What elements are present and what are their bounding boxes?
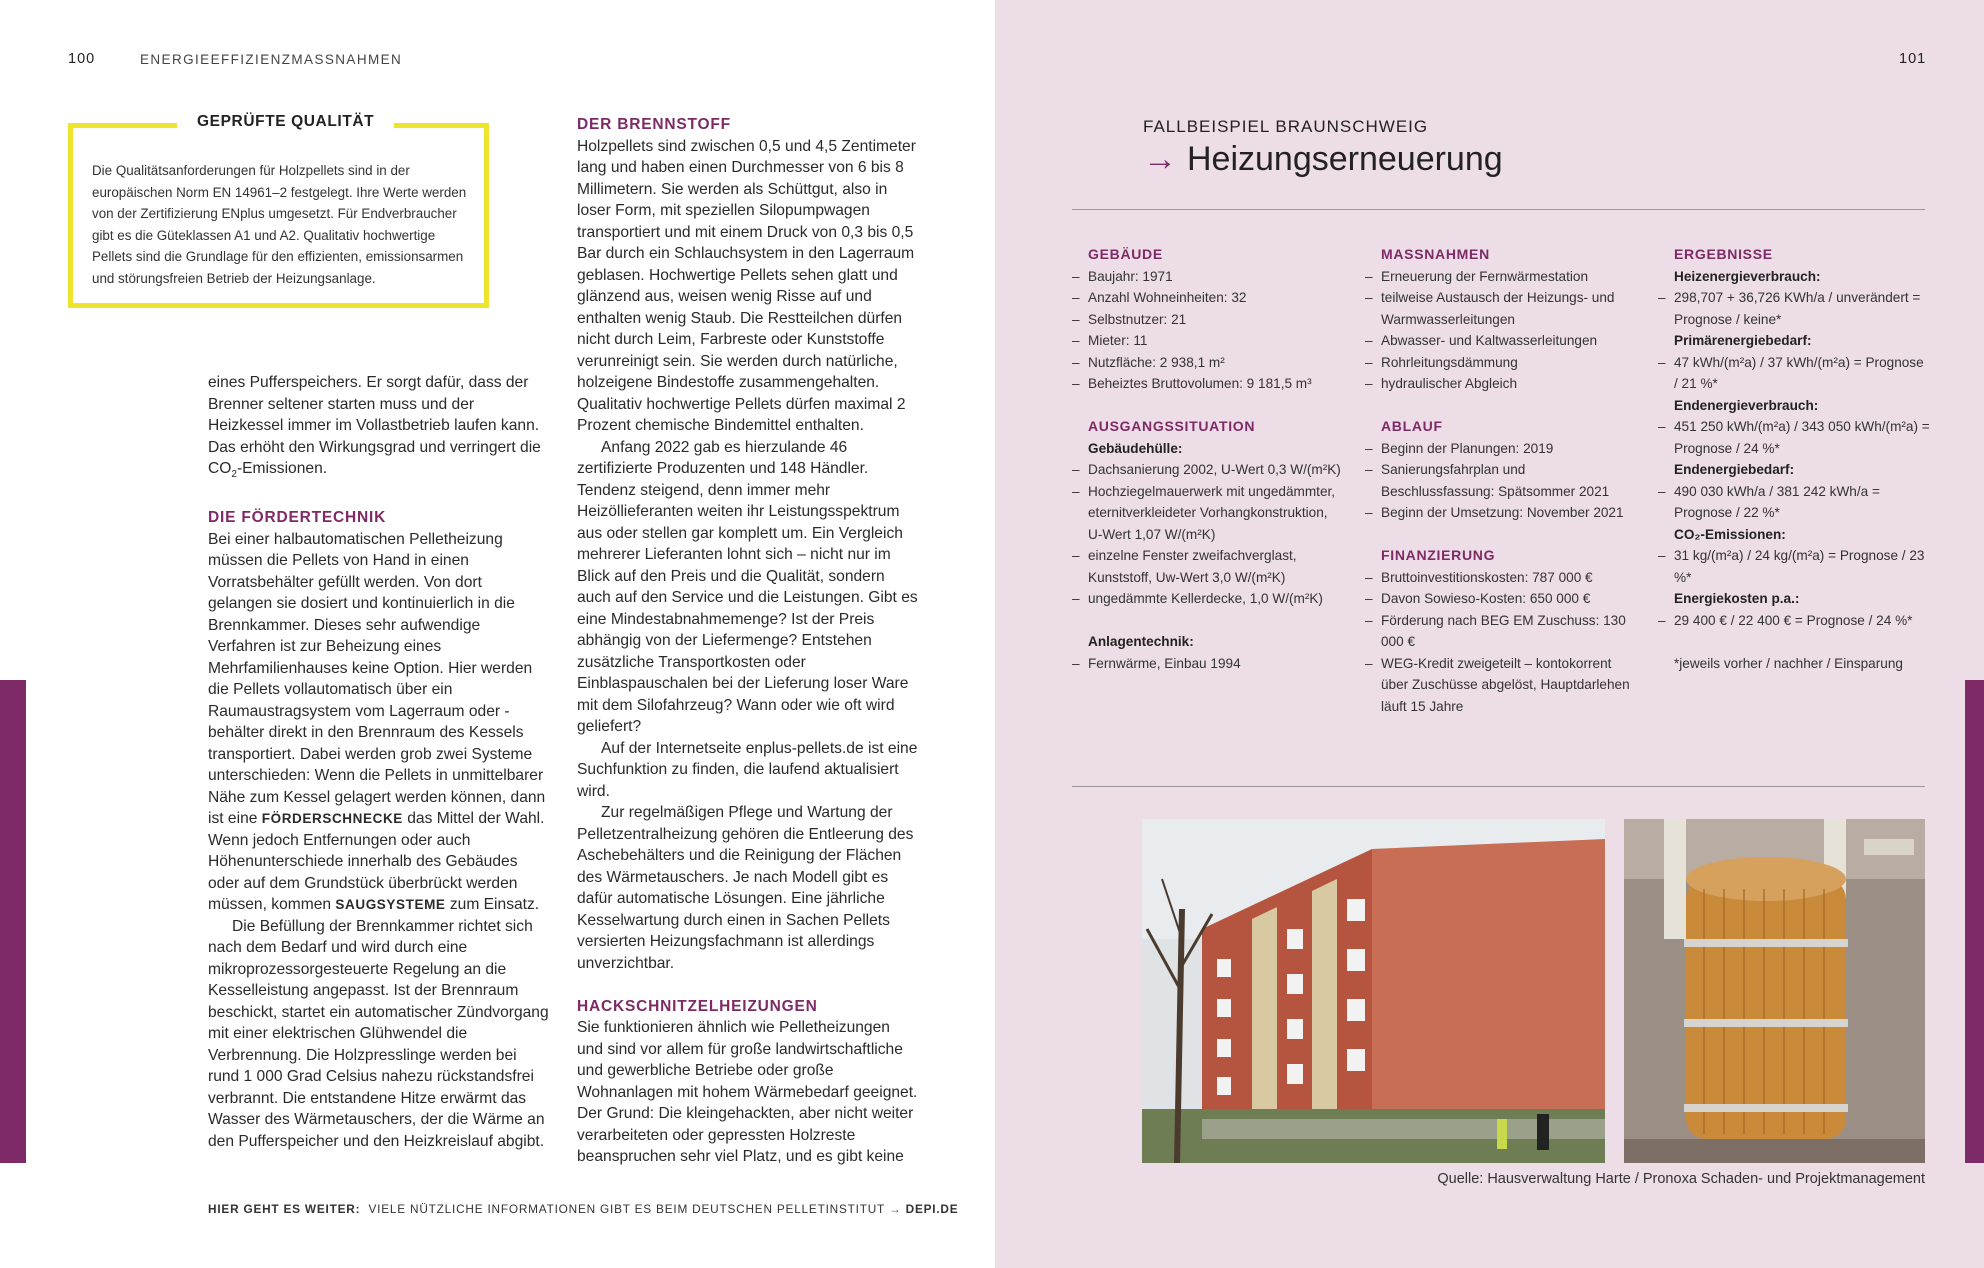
section-heading-brennstoff: DER BRENNSTOFF: [577, 116, 731, 133]
list-item: – Rohrleitungsdämmung: [1365, 352, 1637, 374]
result-value: – 29 400 € / 22 400 € = Prognose / 24 %*: [1658, 610, 1930, 632]
photo-caption: Quelle: Hausverwaltung Harte / Pronoxa Schaden- und Projektmanagement: [1437, 1171, 1925, 1187]
info-column-building: [1072, 244, 1344, 674]
list-anlagentechnik: [1072, 653, 1344, 675]
list-item: – Mieter: 11: [1072, 330, 1344, 352]
left-edge-bar: [0, 680, 26, 1163]
result-label: Primärenergiebedarf:: [1674, 333, 1812, 348]
heading-ausgangssituation: AUSGANGSSITUATION: [1088, 418, 1256, 434]
case-kicker: FALLBEISPIEL BRAUNSCHWEIG: [1143, 117, 1429, 136]
result-label: Energiekosten p.a.:: [1674, 591, 1800, 606]
list-gebaeudehuelle: [1072, 459, 1344, 610]
list-item: – Beginn der Umsetzung: November 2021: [1365, 502, 1637, 524]
list-item: – WEG-Kredit zweigeteilt – kontokorrent über Zuschüsse abgelöst, Hauptdarlehen läuft 15 Jahre: [1365, 653, 1637, 718]
paragraph: Die Befüllung der Brennkammer richtet sich nach dem Bedarf und wird durch eine mikroprozessorgesteuerte Regelung an die Kesselleistung angepasst. Ist der Brennraum beschickt, startet ein automatischer Zündvorgang mit einer elektrischen Glühwendel die Verbrennung. Die Holzpresslinge werden bei rund 1 000 Grad Celsius nahezu rückstandsfrei verbrannt. Die entstandene Hitze erwärmt das Wasser des Wärmetauschers, der die Wärme an den Pufferspeicher und den Heizkreislauf abgibt.: [208, 917, 549, 1150]
page-number-left: 100: [68, 51, 96, 67]
result-label: Endenergiebedarf:: [1674, 462, 1795, 477]
page-number-right: 101: [1899, 51, 1927, 67]
arrow-right-icon: →: [1143, 140, 1177, 178]
list-item: – Nutzfläche: 2 938,1 m²: [1072, 352, 1344, 374]
list-item: – Davon Sowieso-Kosten: 650 000 €: [1365, 588, 1637, 610]
list-finanzierung: [1365, 567, 1637, 718]
heading-finanzierung: FINANZIERUNG: [1381, 547, 1496, 563]
paragraph: Auf der Internetseite enplus-pellets.de ist eine Suchfunktion zu finden, die laufend aktualisiert wird.: [577, 739, 918, 800]
list-item: – Dachsanierung 2002, U-Wert 0,3 W/(m²K): [1072, 459, 1344, 481]
paragraph: Zur regelmäßigen Pflege und Wartung der Pelletzentralheizung gehören die Entleerung des Aschebehälters und die Reinigung der Flächen des Wärmetauschers. Je nach Modell gibt es dafür automatische Lösungen. Eine jährliche Kesselwartung durch einen in Sachen Pellets versierten Heizungsfachmann ist allerdings unverzichtbar.: [577, 804, 914, 972]
list-item: – Beginn der Planungen: 2019: [1365, 438, 1637, 460]
photo-heating-tank: [1624, 819, 1925, 1163]
running-head: ENERGIEEFFIZIENZMASSNAHMEN: [140, 52, 403, 67]
paragraph: Holzpellets sind zwischen 0,5 und 4,5 Zentimeter lang und haben einen Durchmesser von 6 bis 8 Millimetern. Sie werden als Schüttgut, also in loser Form, mit speziellen Silopumpwagen transportiert und mit einem Druck von 0,3 bis 0,5 Bar durch ein Schlauchsystem in den Lagerraum geblasen. Hochwertige Pellets sehen glatt und glänzend aus, weisen wenig Risse auf und enthalten wenig Staub. Die Restteilchen dürfen nicht durch Leim, Farbreste oder Kunststoffe verunreinigt sein. Sie werden durch natürliche, holzeigene Bindestoffe zusammengehalten. Qualitativ hochwertige Pellets dürfen maximal 2 Prozent chemische Bindemittel enthalten.: [577, 137, 916, 434]
case-title: → Heizungserneuerung: [1143, 140, 1503, 178]
right-edge-bar: [1965, 680, 1984, 1163]
heading-massnahmen: MASSNAHMEN: [1381, 246, 1490, 262]
arrow-right-icon: →: [888, 1202, 902, 1216]
list-item: – Baujahr: 1971: [1072, 266, 1344, 288]
result-label: Heizenergieverbrauch:: [1674, 268, 1821, 284]
paragraph: Bei einer halbautomatischen Pelletheizung müssen die Pellets von Hand in einen Vorratsbehälter gefüllt werden. Von dort gelangen sie dosiert und kontinuierlich in die Brennkammer. Dieses sehr aufwendige Verfahren ist zur Beheizung eines Mehrfamilienhauses keine Option. Hier werden die Pellets vollautomatisch über ein Raumaustragsystem vom Lagerraum oder -behälter direkt in den Brennraum des Kessels transportiert. Dabei werden grob zwei Systeme unterschieden: Wenn die Pellets in unmittelbarer Nähe zum Kessel gelagert werden können, dann ist eine FÖRDERSCHNECKE das Mittel der Wahl. Wenn jedoch Entfernungen oder auch Höhenunterschiede innerhalb des Gebäudes oder auf dem Grundstück überbrückt werden müssen, kommen SAUGSYSTEME zum Einsatz.: [208, 530, 546, 914]
list-item: – Erneuerung der Fernwärmestation: [1365, 266, 1637, 288]
footer-note: HIER GEHT ES WEITER: VIELE NÜTZLICHE INFORMATIONEN GIBT ES BEIM DEUTSCHEN PELLETINSTITUT → DEPI.DE: [208, 1202, 959, 1216]
body-column-1: [208, 372, 550, 1152]
quality-box: [68, 113, 489, 308]
tank-illustration: [1624, 819, 1925, 1163]
list-item: – Selbstnutzer: 21: [1072, 309, 1344, 331]
quality-box-title: GEPRÜFTE QUALITÄT: [177, 113, 394, 131]
list-item: – Beheiztes Bruttovolumen: 9 181,5 m³: [1072, 373, 1344, 395]
list-ablauf: [1365, 438, 1637, 524]
list-massnahmen: [1365, 266, 1637, 395]
list-item: – Sanierungsfahrplan und Beschlussfassung: Spätsommer 2021: [1365, 459, 1637, 502]
list-item: – Abwasser- und Kaltwasserleitungen: [1365, 330, 1637, 352]
heading-gebaeude: GEBÄUDE: [1088, 246, 1163, 262]
paragraph: Anfang 2022 gab es hierzulande 46 zertifizierte Produzenten und 148 Händler. Tendenz steigend, denn immer mehr Heizöllieferanten weiten ihr Leistungsspektrum aus oder stellen gar komplett um. Ein Vergleich mehrerer Lieferanten lohnt sich – nicht nur im Blick auf den Preis und die Qualität, sondern auch auf den Service und die Leistungen. Gibt es eine Mindestabnahmemenge? Ist der Preis abhängig von der Liefermenge? Entstehen zusätzliche Transportkosten oder Einblaspauschalen bei der Lieferung loser Ware mit dem Silofahrzeug? Wann oder wie oft wird geliefert?: [577, 438, 918, 735]
result-value: – 490 030 kWh/a / 381 242 kWh/a = Prognose / 22 %*: [1658, 481, 1930, 524]
paragraph: Sie funktionieren ähnlich wie Pelletheizungen und sind vor allem für große landwirtschaftliche und gewerbliche Betriebe oder große Wohnanlagen mit hohem Wärmebedarf geeignet. Der Grund: Die kleingehackten, aber nicht weiter verarbeiteten oder gepressten Holzreste beanspruchen sehr viel Platz, und es gibt keine: [577, 1019, 918, 1165]
list-item: – Hochziegelmauerwerk mit ungedämmter, eternitverkleideter Vorhangkonstruktion, U-Wert 1,07 W/(m²K): [1072, 481, 1344, 546]
subheading-anlagentechnik: Anlagentechnik:: [1088, 634, 1194, 649]
photo-apartment-building: [1142, 819, 1605, 1163]
list-item: – Anzahl Wohneinheiten: 32: [1072, 287, 1344, 309]
result-value: – 47 kWh/(m²a) / 37 kWh/(m²a) = Prognose / 21 %*: [1658, 352, 1930, 395]
info-column-results: [1658, 244, 1930, 674]
list-item: – einzelne Fenster zweifachverglast, Kunststoff, Uw-Wert 3,0 W/(m²K): [1072, 545, 1344, 588]
paragraph: eines Pufferspeichers. Er sorgt dafür, dass der Brenner seltener starten muss und der Heizkessel immer im Vollastbetrieb laufen kann. Das erhöht den Wirkungsgrad und verringert die $CO_2$-Emissionen.: [208, 374, 541, 481]
section-heading-hackschnitzel: HACKSCHNITZELHEIZUNGEN: [577, 997, 818, 1015]
list-item: – Bruttoinvestitionskosten: 787 000 €: [1365, 567, 1637, 589]
section-heading-foerdertechnik: DIE FÖRDERTECHNIK: [208, 509, 387, 527]
body-column-2: [577, 114, 919, 1168]
result-value: – 298,707 + 36,726 KWh/a / unverändert = Prognose / keine*: [1658, 287, 1930, 330]
list-item: – teilweise Austausch der Heizungs- und Warmwasserleitungen: [1365, 287, 1637, 330]
divider: [1072, 786, 1925, 787]
quality-box-text: Die Qualitätsanforderungen für Holzpellets sind in der europäischen Norm EN 14961–2 festgelegt. Ihre Werte werden von der Zertifizierung ENplus umgesetzt. Für Endverbraucher gibt es die Güteklassen A1 und A2. Qualitativ hochwertige Pellets sind die Grundlage für den effizienten, emissionsarmen und störungsfreien Betrieb der Heizungsanlage.: [92, 163, 467, 286]
result-label: CO₂-Emissionen:: [1674, 526, 1786, 542]
divider: [1072, 209, 1925, 210]
list-item: – Fernwärme, Einbau 1994: [1072, 653, 1344, 675]
list-item: – ungedämmte Kellerdecke, 1,0 W/(m²K): [1072, 588, 1344, 610]
list-item: – Förderung nach BEG EM Zuschuss: 130 000 €: [1365, 610, 1637, 653]
heading-ablauf: ABLAUF: [1381, 418, 1443, 434]
list-item: – hydraulischer Abgleich: [1365, 373, 1637, 395]
subheading-gebaeudehuelle: Gebäudehülle:: [1088, 440, 1183, 456]
info-column-measures: [1365, 244, 1637, 717]
list-gebaeude: [1072, 266, 1344, 395]
result-label: Endenergieverbrauch:: [1674, 397, 1819, 413]
result-value: – 451 250 kWh/(m²a) / 343 050 kWh/(m²a) = Prognose / 24 %*: [1658, 416, 1930, 459]
depi-link[interactable]: DEPI.DE: [905, 1202, 959, 1216]
heading-ergebnisse: ERGEBNISSE: [1674, 246, 1773, 262]
building-illustration: [1142, 819, 1605, 1163]
result-value: – 31 kg/(m²a) / 24 kg/(m²a) = Prognose / 23 %*: [1658, 545, 1930, 588]
results-footnote: *jeweils vorher / nachher / Einsparung: [1674, 655, 1903, 671]
